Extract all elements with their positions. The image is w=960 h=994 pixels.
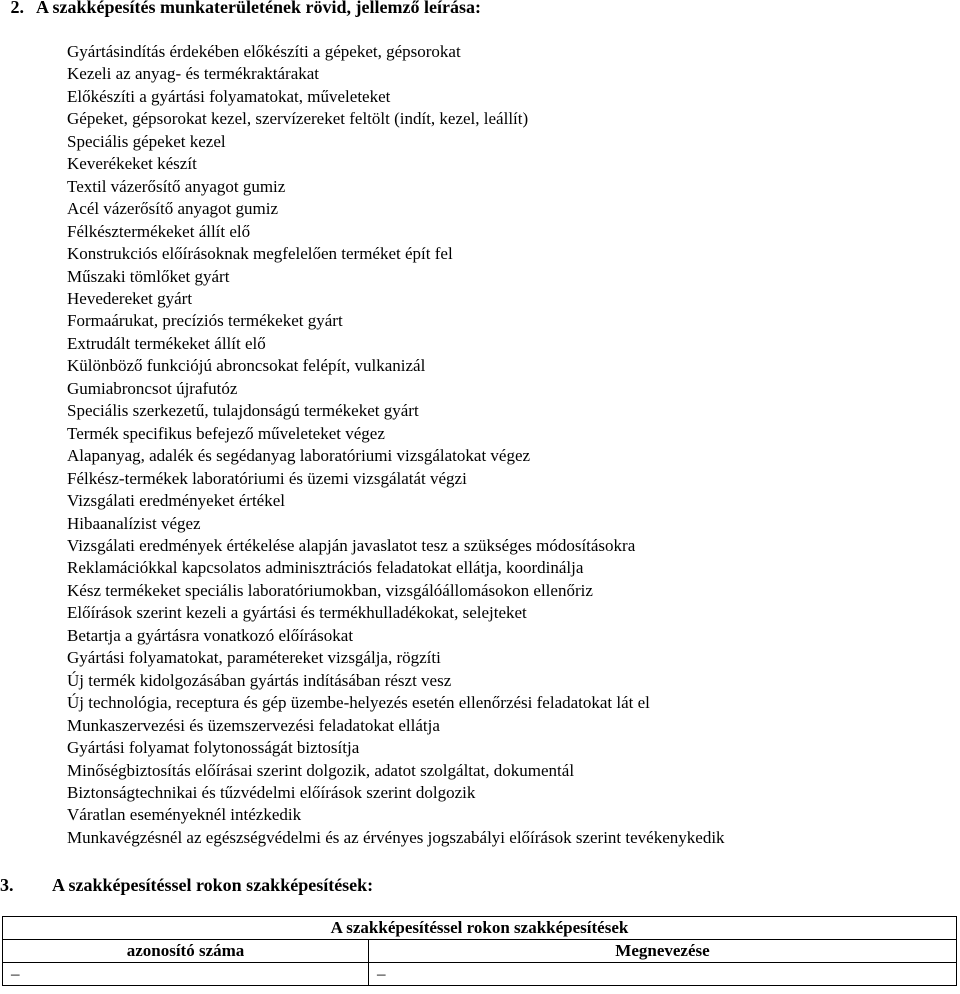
list-item: Munkaszervezési és üzemszervezési feladatokat ellátja: [67, 715, 440, 735]
list-item: Vizsgálati eredményeket értékel: [67, 491, 285, 511]
list-item: Biztonságtechnikai és tűzvédelmi előírások szerint dolgozik: [67, 782, 476, 802]
table-caption-cell: A szakképesítéssel rokon szakképesítések: [3, 917, 957, 940]
list-item: Gumiabroncsot újrafutóz: [67, 378, 238, 398]
list-item: Kezeli az anyag- és termékraktárakat: [67, 64, 320, 84]
list-item: Munkavégzésnél az egészségvédelmi és az érvényes jogszabályi előírások szerint tevékenykedik: [67, 827, 725, 847]
list-item: Új termék kidolgozásában gyártás indításában részt vesz: [67, 670, 452, 690]
list-item: Gépeket, gépsorokat kezel, szervízereket feltölt (indít, kezel, leállít): [67, 109, 529, 129]
list-item: Hevedereket gyárt: [67, 288, 193, 308]
list-item: Formaárukat, precíziós termékeket gyárt: [67, 311, 343, 331]
section-3-number: 3.: [0, 875, 14, 895]
list-item: Keverékeket készít: [67, 154, 197, 174]
list-item: Előkészíti a gyártási folyamatokat, műveleteket: [67, 86, 391, 106]
list-item: Kész termékeket speciális laboratóriumokban, vizsgálóállomásokon ellenőriz: [67, 580, 593, 600]
list-item: Félkésztermékeket állít elő: [67, 221, 251, 241]
list-item: Különböző funkciójú abroncsokat felépít, vulkanizál: [67, 356, 426, 376]
list-item: Gyártási folyamatokat, paramétereket vizsgálja, rögzíti: [67, 648, 441, 668]
list-item: Minőségbiztosítás előírásai szerint dolgozik, adatot szolgáltat, dokumentál: [67, 760, 575, 780]
list-item: Új technológia, receptura és gép üzembe-helyezés esetén ellenőrzési feladatokat lát el: [67, 693, 650, 713]
section-2-title: A szakképesítés munkaterületének rövid, jellemző leírása:: [36, 0, 481, 17]
related-qualifications-table: [2, 916, 957, 986]
list-item: Speciális szerkezetű, tulajdonságú termékeket gyárt: [67, 401, 419, 421]
list-item: Termék specifikus befejező műveleteket végez: [67, 423, 385, 443]
section-2-number: 2.: [10, 0, 24, 17]
list-item: Műszaki tömlőket gyárt: [67, 266, 230, 286]
list-item: Betartja a gyártásra vonatkozó előírásokat: [67, 625, 354, 645]
list-item: Textil vázerősítő anyagot gumiz: [67, 176, 286, 196]
list-item: Félkész-termékek laboratóriumi és üzemi vizsgálatát végzi: [67, 468, 467, 488]
column-header-id: azonosító száma: [3, 940, 369, 963]
list-item: Váratlan eseményeknél intézkedik: [67, 805, 302, 825]
work-area-list: [67, 41, 725, 849]
list-item: Alapanyag, adalék és segédanyag laboratóriumi vizsgálatokat végez: [67, 446, 531, 466]
section-3-title: A szakképesítéssel rokon szakképesítések:: [52, 875, 374, 895]
list-item: Vizsgálati eredmények értékelése alapján javaslatot tesz a szükséges módosításokra: [67, 535, 636, 555]
list-item: Gyártási folyamat folytonosságát biztosítja: [67, 738, 360, 758]
column-header-name: Megnevezése: [369, 940, 957, 963]
table-cell-name: –: [369, 963, 957, 986]
list-item: Speciális gépeket kezel: [67, 131, 226, 151]
list-item: Acél vázerősítő anyagot gumiz: [67, 199, 279, 219]
section-2-heading: [0, 0, 481, 18]
list-item: Konstrukciós előírásoknak megfelelően terméket épít fel: [67, 244, 453, 264]
table-cell-id: –: [3, 963, 369, 986]
list-item: Reklamációkkal kapcsolatos adminisztrációs feladatokat ellátja, koordinálja: [67, 558, 584, 578]
section-3-heading: [0, 874, 373, 896]
list-item: Gyártásindítás érdekében előkészíti a gépeket, gépsorokat: [67, 42, 461, 61]
list-item: Extrudált termékeket állít elő: [67, 333, 266, 353]
list-item: Előírások szerint kezeli a gyártási és termékhulladékokat, selejteket: [67, 603, 527, 623]
list-item: Hibaanalízist végez: [67, 513, 201, 533]
